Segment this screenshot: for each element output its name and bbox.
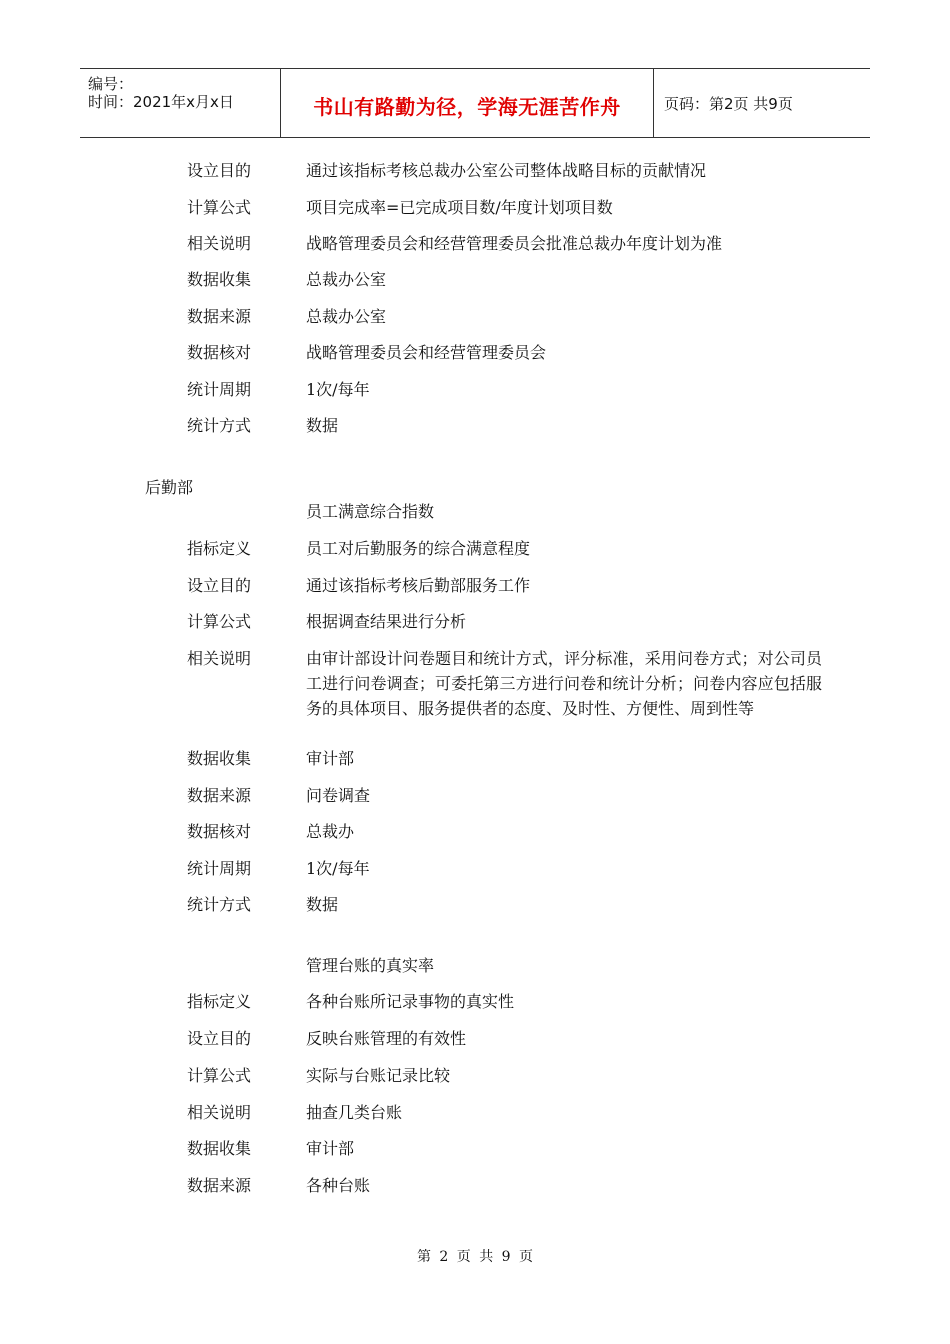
row-label: 相关说明 [187, 234, 252, 253]
row-value: 审计部 [306, 749, 355, 768]
row-label: 统计周期 [187, 859, 252, 878]
row-label: 数据核对 [187, 343, 252, 362]
row-label: 计算公式 [187, 198, 252, 217]
row-value: 问卷调查 [306, 786, 371, 805]
row-label: 设立目的 [187, 1029, 252, 1048]
row-value: 总裁办 [306, 822, 355, 841]
row-value: 各种台账 [306, 1176, 371, 1195]
motto: 书山有路勤为径，学海无涯苦作舟 [313, 95, 621, 119]
row-label: 计算公式 [187, 612, 252, 631]
row-value: 实际与台账记录比较 [306, 1066, 451, 1085]
row-value: 总裁办公室 [306, 307, 387, 326]
row-label: 设立目的 [187, 161, 252, 180]
row-label: 数据来源 [187, 1176, 252, 1195]
row-value: 项目完成率=已完成项目数/年度计划项目数 [306, 198, 613, 217]
row-value: 总裁办公室 [306, 270, 387, 289]
row-value: 战略管理委员会和经营管理委员会 [306, 343, 547, 362]
row-label: 统计周期 [187, 380, 252, 399]
page-info: 页码：第2页 共9页 [664, 95, 793, 113]
indicator-title: 员工满意综合指数 [306, 502, 435, 521]
row-value: 通过该指标考核后勤部服务工作 [306, 576, 531, 595]
row-value: 战略管理委员会和经营管理委员会批准总裁办年度计划为准 [306, 234, 723, 253]
header-right-cell [654, 69, 870, 137]
row-label: 指标定义 [187, 992, 252, 1011]
row-label: 统计方式 [187, 895, 252, 914]
row-value: 通过该指标考核总裁办公室公司整体战略目标的贡献情况 [306, 161, 707, 180]
document-time: 时间：2021年x月x日 [88, 93, 234, 111]
row-label: 数据收集 [187, 270, 252, 289]
row-label: 统计方式 [187, 416, 252, 435]
row-value: 各种台账所记录事物的真实性 [306, 992, 515, 1011]
row-label: 数据收集 [187, 1139, 252, 1158]
row-label: 相关说明 [187, 649, 252, 668]
row-label: 数据收集 [187, 749, 252, 768]
row-value: 员工对后勤服务的综合满意程度 [306, 539, 531, 558]
note-paragraph: 由审计部设计问卷题目和统计方式，评分标准，采用问卷方式；对公司员工进行问卷调查；可委托第三方进行问卷和统计分析；问卷内容应包括服务的具体项目、服务提供者的态度、及时性、方便性、周到性等 [306, 649, 822, 718]
row-value: 审计部 [306, 1139, 355, 1158]
row-label: 设立目的 [187, 576, 252, 595]
row-value: 数据 [306, 416, 339, 435]
row-value: 根据调查结果进行分析 [306, 612, 467, 631]
document-number: 编号： [88, 75, 134, 93]
row-label: 相关说明 [187, 1103, 252, 1122]
row-value: 反映台账管理的有效性 [306, 1029, 467, 1048]
row-label: 数据来源 [187, 307, 252, 326]
row-value: 数据 [306, 895, 339, 914]
row-label: 数据核对 [187, 822, 252, 841]
row-label: 计算公式 [187, 1066, 252, 1085]
indicator-title: 管理台账的真实率 [306, 956, 435, 975]
row-label: 指标定义 [187, 539, 252, 558]
row-label: 数据来源 [187, 786, 252, 805]
header-middle-cell [281, 69, 654, 137]
row-value: 抽查几类台账 [306, 1103, 403, 1122]
page-footer: 第 2 页 共 9 页 [416, 1249, 534, 1265]
header-left-cell [80, 69, 281, 137]
row-value: 1次/每年 [306, 380, 370, 399]
row-value: 1次/每年 [306, 859, 370, 878]
section-title: 后勤部 [145, 478, 194, 497]
page-header [80, 68, 870, 138]
